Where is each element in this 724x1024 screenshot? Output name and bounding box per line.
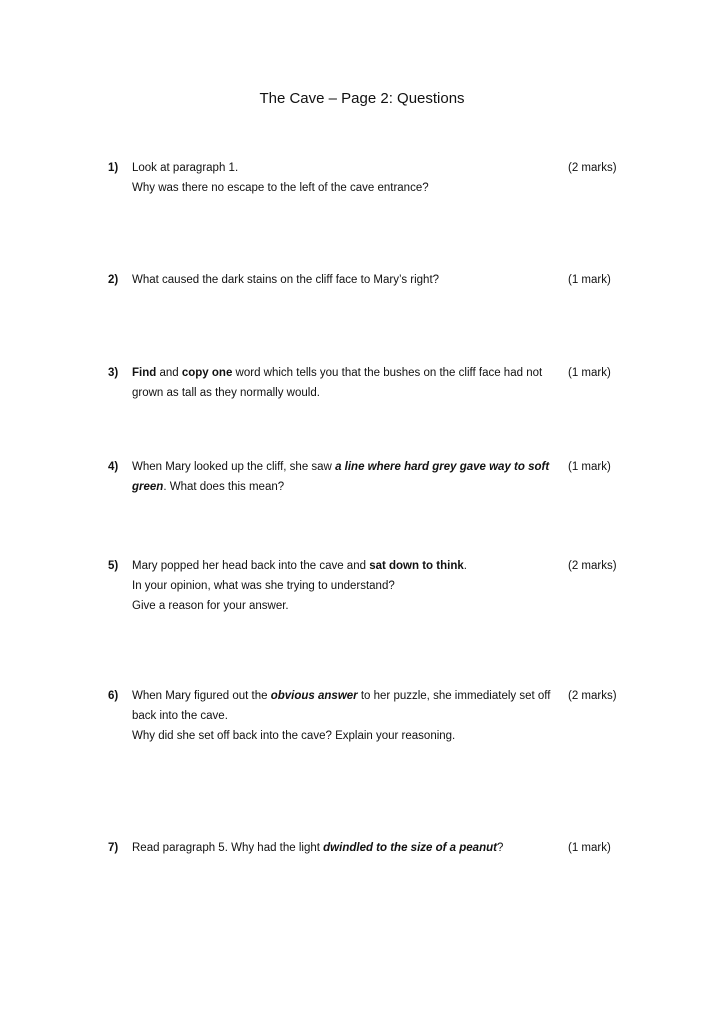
text-segment: When Mary looked up the cliff, she saw	[132, 461, 336, 473]
question-number: 2)	[108, 274, 119, 286]
question-marks: (2 marks)	[568, 560, 617, 572]
question-marks: (1 mark)	[568, 461, 611, 473]
question-line: In your opinion, what was she trying to understand?	[132, 580, 395, 592]
question-number: 3)	[108, 367, 119, 379]
text-segment: and	[156, 367, 182, 379]
question-line	[132, 363, 552, 403]
question-marks: (1 mark)	[568, 842, 611, 854]
question-text	[132, 158, 552, 198]
question-marks: (2 marks)	[568, 690, 617, 702]
text-segment: . What does this mean?	[163, 481, 285, 493]
text-segment: When Mary figured out the	[132, 690, 271, 702]
question-line: Why did she set off back into the cave? Explain your reasoning.	[132, 730, 456, 742]
text-segment: .	[463, 560, 467, 572]
text-segment: Read paragraph 5. Why had the light	[132, 842, 324, 854]
question-line: Give a reason for your answer.	[132, 600, 289, 612]
emphasis-find: Find	[132, 367, 157, 379]
question-marks: (2 marks)	[568, 162, 617, 174]
quoted-phrase: obvious answer	[270, 690, 358, 702]
emphasis-copy-one: copy one	[181, 367, 233, 379]
quoted-phrase: a line where hard grey gave way to soft green	[132, 461, 550, 493]
question-line	[132, 556, 552, 576]
text-segment: Mary popped her head back into the cave and	[132, 560, 370, 572]
page-title: The Cave – Page 2: Questions	[259, 90, 465, 107]
question-text	[132, 270, 552, 290]
question-line	[132, 457, 552, 497]
question-number: 6)	[108, 690, 119, 702]
question-number: 1)	[108, 162, 119, 174]
question-text	[132, 457, 552, 497]
text-segment: ?	[496, 842, 504, 854]
question-text	[132, 363, 552, 403]
text-segment: word which tells you that the bushes on the cliff face had not grown as tall as they normally would.	[132, 367, 543, 399]
question-number: 5)	[108, 560, 119, 572]
question-line: Why was there no escape to the left of the cave entrance?	[132, 182, 429, 194]
question-marks: (1 mark)	[568, 367, 611, 379]
quoted-phrase: dwindled to the size of a peanut	[323, 842, 497, 854]
question-line: Look at paragraph 1.	[132, 162, 239, 174]
question-text	[132, 686, 552, 746]
question-line	[132, 838, 552, 858]
question-text	[132, 556, 552, 616]
quoted-phrase: sat down to think	[369, 560, 464, 572]
question-text	[132, 838, 552, 858]
question-line: What caused the dark stains on the cliff face to Mary’s right?	[132, 274, 440, 286]
question-marks: (1 mark)	[568, 274, 611, 286]
question-line	[132, 686, 552, 726]
question-number: 4)	[108, 461, 119, 473]
question-number: 7)	[108, 842, 119, 854]
text-segment: to her puzzle, she immediately set off back into the cave.	[132, 690, 551, 722]
